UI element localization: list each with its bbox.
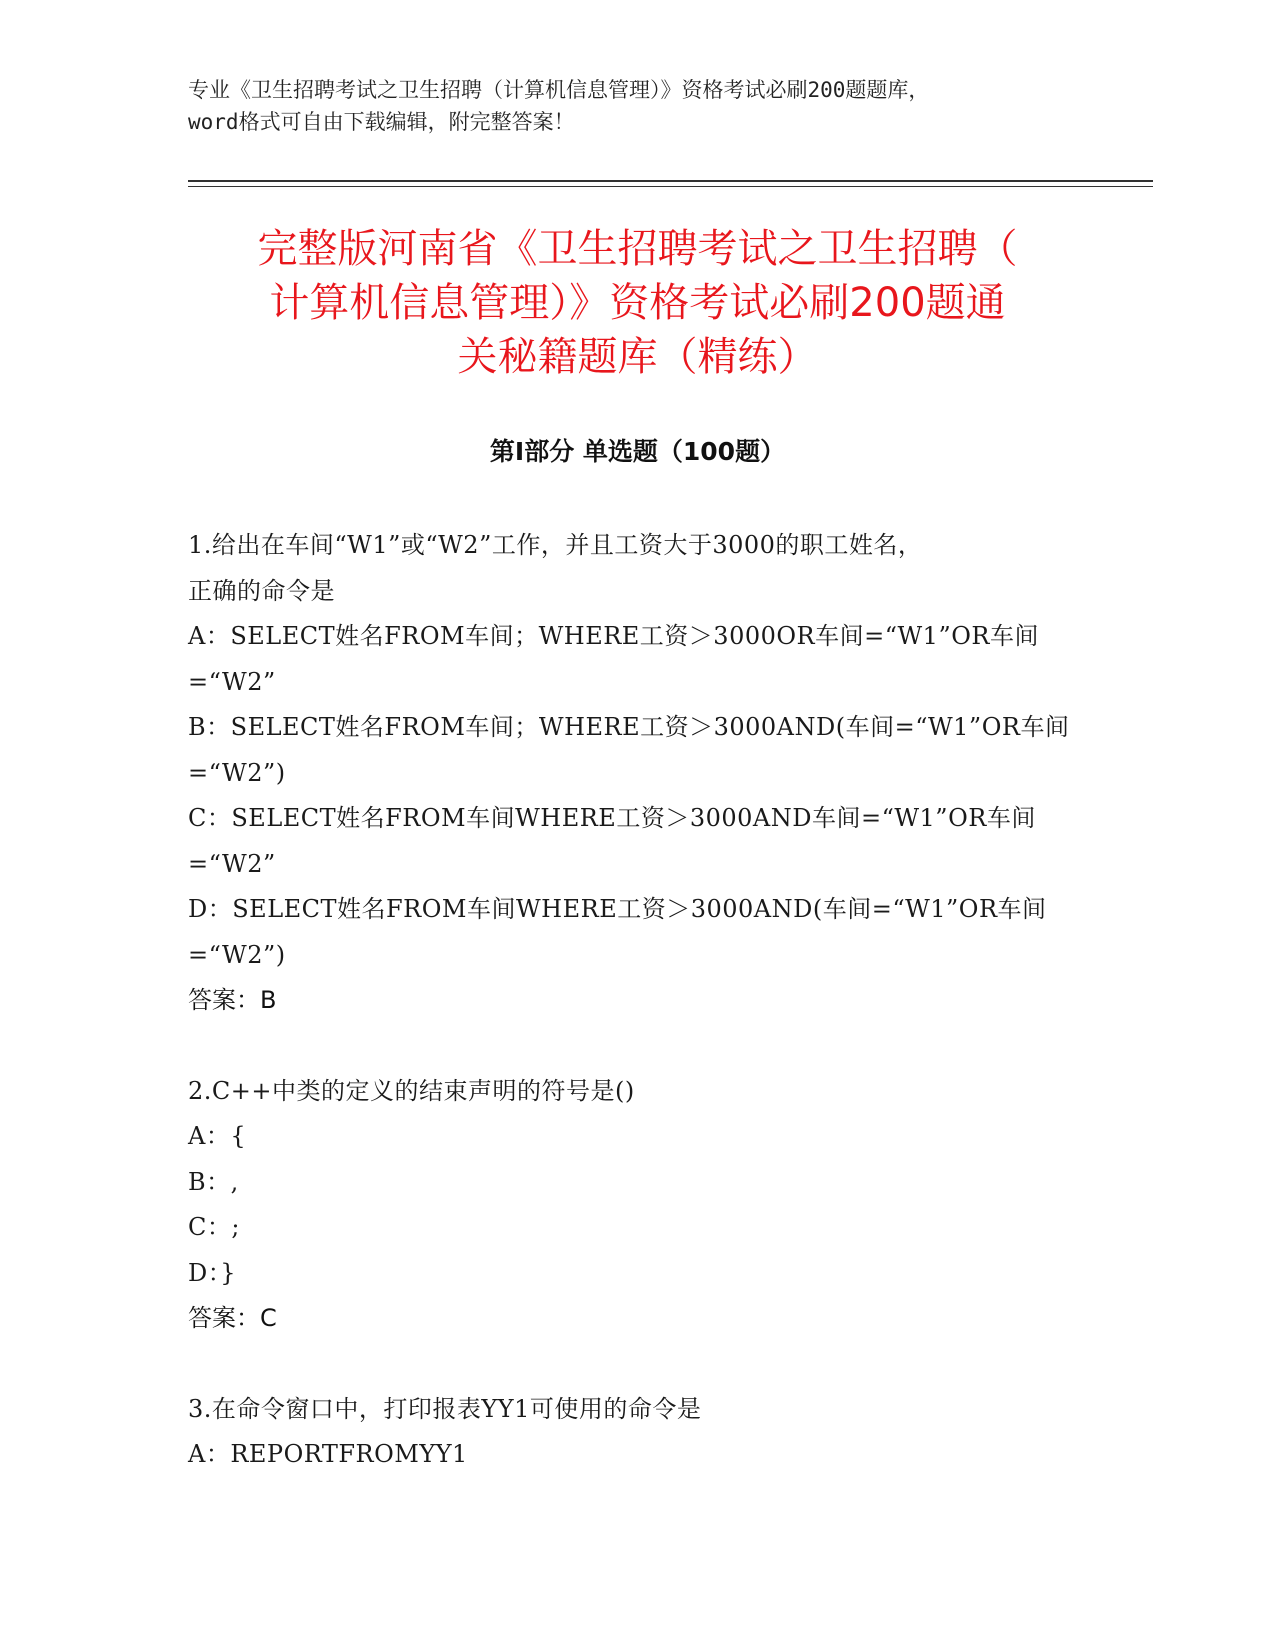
option-c-line: =“W2” (188, 849, 276, 878)
header-divider-thin (188, 186, 1153, 187)
option-a-line: A：SELECT姓名FROM车间；WHERE工资＞3000OR车间=“W1”OR车间 (188, 622, 1039, 650)
option-c-line: C：SELECT姓名FROM车间WHERE工资＞3000AND车间=“W1”OR车间 (188, 804, 1036, 832)
header-line-1: 专业《卫生招聘考试之卫生招聘（计算机信息管理）》资格考试必刷200题题库， (188, 78, 930, 102)
option-b-line: B：, (188, 1167, 239, 1196)
option-d-line: D：} (188, 1258, 237, 1287)
option-d-line: D：SELECT姓名FROM车间WHERE工资＞3000AND(车间=“W1”OR车间 (188, 895, 1047, 923)
option-a-line: A：REPORTFROMYY1 (188, 1440, 468, 1468)
option-b-line: B：SELECT姓名FROM车间；WHERE工资＞3000AND(车间=“W1”OR车间 (188, 713, 1070, 741)
question-list (188, 523, 1088, 1523)
header-divider-thick (188, 180, 1153, 182)
question-2 (188, 1069, 1088, 1342)
question-1 (188, 523, 1088, 1024)
question-stem-line: 正确的命令是 (188, 576, 335, 605)
section-heading: 第Ⅰ部分 单选题（100题） (489, 437, 786, 466)
title-line-2: 计算机信息管理）》资格考试必刷200题通 (269, 280, 1006, 326)
title-line-3: 关秘籍题库（精练） (457, 334, 818, 380)
answer-label: 答案：C (188, 1304, 277, 1332)
option-c-line: C：; (188, 1213, 240, 1241)
option-d-line: =“W2”) (188, 940, 286, 969)
option-a-line: =“W2” (188, 667, 276, 696)
title-line-1: 完整版河南省《卫生招聘考试之卫生招聘（ (257, 226, 1018, 272)
option-b-line: =“W2”) (188, 758, 286, 787)
document-title (170, 222, 1105, 384)
question-stem-line: 2.C++中类的定义的结束声明的符号是() (188, 1076, 635, 1105)
answer-label: 答案：B (188, 986, 277, 1014)
header-line-2: word格式可自由下载编辑，附完整答案！ (188, 110, 575, 134)
option-a-line: A：{ (188, 1122, 247, 1150)
document-header (188, 74, 1088, 138)
question-stem-line: 1.给出在车间“W1”或“W2”工作，并且工资大于3000的职工姓名， (188, 531, 923, 559)
question-3 (188, 1387, 1088, 1478)
question-stem-line: 3.在命令窗口中，打印报表YY1可使用的命令是 (188, 1394, 702, 1423)
